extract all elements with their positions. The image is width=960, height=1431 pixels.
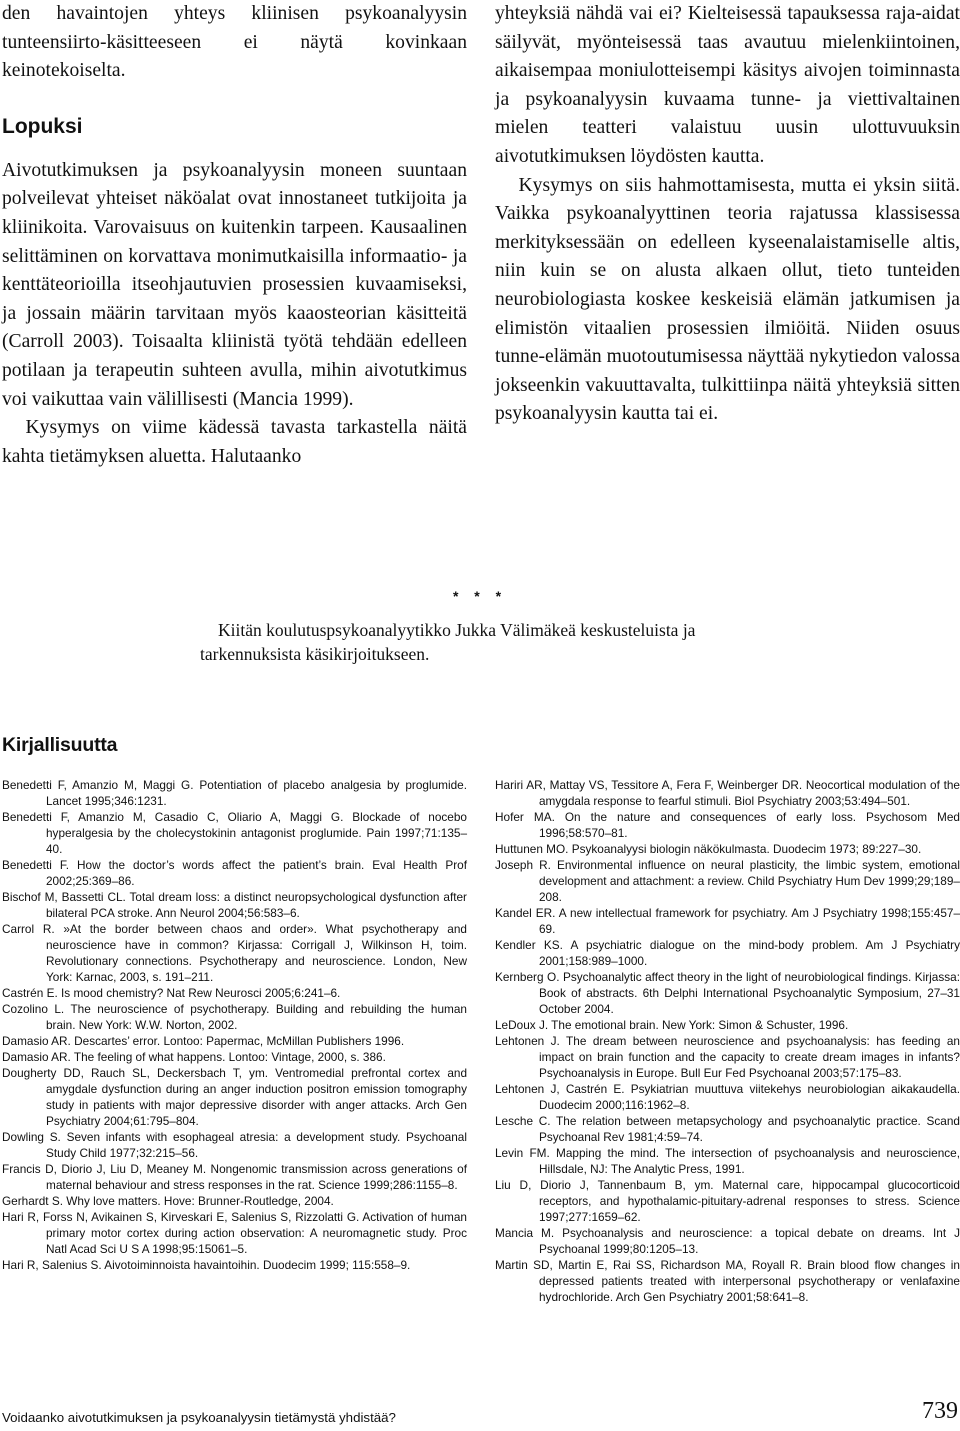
reference-item: Kernberg O. Psychoanalytic affect theory in the light of neurobiological findings. Kirjassa: Book of abstracts. 6th Delphi International Psychoanalytic Symposium, 27–31 October 2004. (495, 970, 960, 1016)
reference-item: Carrol R. »At the border between chaos and order». What psychotherapy and neuroscience have in common? Kirjassa: Corrigall J, Wilkinson H, toim. Revolutionary connections. Psychotherapy and neuroscience. London, New York: Karnac, 2003, s. 191–211. (2, 922, 467, 984)
reference-item: Damasio AR. Descartes’ error. Lontoo: Papermac, McMillan Publishers 1996. (2, 1034, 405, 1048)
body-paragraph: yhteyksiä nähdä vai ei? Kielteisessä tapauksessa raja-aidat säilyvät, myönteisessä taas avautuu mielenkiintoinen, aikaisempaa moniulotteisempi käsitys aivojen toiminnasta ja psykoanalyysin kuvaama tunne- ja viettivaltainen mielen teatteri valaistuu uusin ulottuvuuksin aivotutkimuksen löydösten kautta. (495, 3, 960, 167)
reference-item: LeDoux J. The emotional brain. New York: Simon & Schuster, 1996. (495, 1018, 849, 1032)
reference-item: Kandel ER. A new intellectual framework for psychiatry. Am J Psychiatry 1998;155:457–69. (495, 906, 960, 936)
running-title: Voidaanko aivotutkimuksen ja psykoanalyysin tietämystä yhdistää? (2, 1410, 396, 1425)
article-left-column (2, 0, 467, 471)
body-paragraph: Kysymys on siis hahmottamisesta, mutta ei yksin siitä. Vaikka psykoanalyyttinen teoria rajatussa klassisessa merkityksessään on edelleen kyseenalaistamiselle altis, niin kuin se on alusta alkaen ollut, tieto tunteiden neurobiologiasta koskee keskeisiä elämän jatkumisen ja elimistön vitaalien prosessien ilmiöitä. Niiden osuus tunne-elämän muotoutumisessa näyttää nykytiedon valossa jokseenkin vakuuttavalta, tulkittiinpa näitä yhteyksiä sitten psykoanalyysin kautta tai ei. (495, 174, 960, 425)
reference-item: Huttunen MO. Psykoanalyysi biologin näkökulmasta. Duodecim 1973; 89:227–30. (495, 842, 922, 856)
reference-item: Joseph R. Environmental influence on neural plasticity, the limbic system, emotional development and attachment: a review. Child Psychiatry Hum Dev 1999;29;189–208. (495, 858, 960, 904)
reference-item: Martin SD, Martin E, Rai SS, Richardson MA, Royall R. Brain blood flow changes in depressed patients treated with interpersonal psychotherapy or venlafaxine hydrochloride. Arch Gen Psychiatry 2001;58:641–8. (495, 1258, 960, 1304)
reference-item: Lehtonen J. The dream between neuroscience and psychoanalysis: has feeding an impact on brain function and the capacity to create dream images in infants? Psychoanalysis in Europe. Bull Eur Fed Psychoanal 2003;57:175–83. (495, 1034, 960, 1080)
reference-item: Mancia M. Psychoanalysis and neuroscience: a topical debate on dreams. Int J Psychoanal 1999;80:1205–13. (495, 1226, 960, 1256)
reference-item: Gerhardt S. Why love matters. Hove: Brunner-Routledge, 2004. (2, 1194, 334, 1208)
reference-item: Benedetti F. How the doctor’s words affect the patient’s brain. Eval Health Prof 2002;25:369–86. (2, 858, 467, 888)
reference-item: Damasio AR. The feeling of what happens. Lontoo: Vintage, 2000, s. 386. (2, 1050, 386, 1064)
reference-item: Lesche C. The relation between metapsychology and psychoanalytic practice. Scand Psychoanal Rev 1981;4:59–74. (495, 1114, 960, 1144)
section-heading: Lopuksi (2, 114, 83, 138)
reference-item: Kendler KS. A psychiatric dialogue on the mind-body problem. Am J Psychiatry 2001;158:989–1000. (495, 938, 960, 968)
reference-item: Dougherty DD, Rauch SL, Deckersbach T, ym. Ventromedial prefrontal cortex and amygdale dysfunction during an anger induction positron emission tomography study in patients with major depressive disorder with anger attacks. Arch Gen Psychiatry 2004;61:795–804. (2, 1066, 467, 1128)
references-heading: Kirjallisuutta (2, 734, 118, 756)
reference-item: Hariri AR, Mattay VS, Tessitore A, Fera F, Weinberger DR. Neocortical modulation of the amygdala response to fearful stimuli. Biol Psychiatry 2003;53:494–501. (495, 778, 960, 808)
reference-item: Francis D, Diorio J, Liu D, Meaney M. Nongenomic transmission across generations of maternal behaviour and stress responses in the rat. Science 1999;286:1155–8. (2, 1162, 467, 1192)
reference-item: Bischof M, Bassetti CL. Total dream loss: a distinct neuropsychological dysfunction after bilateral PCA stroke. Ann Neurol 2004;56:583–6. (2, 890, 467, 920)
reference-item: Hari R, Salenius S. Aivotoiminnoista havaintoihin. Duodecim 1999; 115:558–9. (2, 1258, 411, 1272)
reference-item: Benedetti F, Amanzio M, Casadio C, Oliario A, Maggi G. Blockade of nocebo hyperalgesia by the cholecystokinin antagonist proglumide. Pain 1997;71:135–40. (2, 810, 467, 856)
reference-item: Cozolino L. The neuroscience of psychotherapy. Building and rebuilding the human brain. New York: W.W. Norton, 2002. (2, 1002, 467, 1032)
reference-item: Dowling S. Seven infants with esophageal atresia: a development study. Psychoanal Study Child 1977;32:215–56. (2, 1130, 467, 1160)
section-separator: * * * (452, 588, 508, 604)
reference-item: Liu D, Diorio J, Tannenbaum B, ym. Maternal care, hippocampal glucocorticoid receptors, and hypothalamic-pituitary-adrenal responses to stress. Science 1997;277:1659–62. (495, 1178, 960, 1224)
page-number: 739 (922, 1398, 958, 1424)
reference-item: Hari R, Forss N, Avikainen S, Kirveskari E, Salenius S, Rizzolatti G. Activation of human primary motor cortex during action observation: A neuromagnetic study. Proc Natl Acad Sci U S A 1998;95:15061–5. (2, 1210, 467, 1256)
body-paragraph: den havaintojen yhteys kliinisen psykoanalyysin tunteensiirto-käsitteeseen ei näytä kovinkaan keinotekoiselta. (2, 3, 467, 82)
reference-item: Benedetti F, Amanzio M, Maggi G. Potentiation of placebo analgesia by proglumide. Lancet 1995;346:1231. (2, 778, 467, 808)
reference-item: Levin FM. Mapping the mind. The intersection of psychoanalysis and neuroscience, Hillsdale, NJ: The Analytic Press, 1991. (495, 1146, 960, 1176)
body-paragraph: Aivotutkimuksen ja psykoanalyysin moneen suuntaan polveilevat yhteiset näköalat ovat innostaneet tutkijoita ja kliinikoita. Varovaisuus on kuitenkin tarpeen. Kausaalinen selittäminen on korvattava monimutkaisilla informaatio- ja kenttäteorioilla itseohjautuvien prosessien kuvaamiseksi, ja jossain määrin tarvitaan myös kaaosteorian käsitteitä (Carroll 2003). Toisaalta kliinistä työtä tehdään edelleen potilaan ja terapeutin suhteen avulla, mihin aivotutkimus voi vaikuttaa vain välillisesti (Mancia 1999). (2, 159, 467, 410)
reference-item: Hofer MA. On the nature and consequences of early loss. Psychosom Med 1996;58:570–81. (495, 810, 960, 840)
references-list-left (2, 777, 467, 1273)
reference-item: Castrén E. Is mood chemistry? Nat Rew Neurosci 2005;6:241–6. (2, 986, 341, 1000)
acknowledgement: Kiitän koulutuspsykoanalyytikko Jukka Välimäkeä keskusteluista ja tarkennuksista käsikirjoitukseen. (200, 620, 696, 664)
reference-item: Lehtonen J, Castrén E. Psykiatrian muuttuva viitekehys neurobiologian aikakaudella. Duodecim 2000;116:1962–8. (495, 1082, 960, 1112)
article-right-column (495, 0, 960, 429)
body-paragraph: Kysymys on viime kädessä tavasta tarkastella näitä kahta tietämyksen aluetta. Halutaanko (2, 417, 467, 467)
references-list-right (495, 777, 960, 1305)
